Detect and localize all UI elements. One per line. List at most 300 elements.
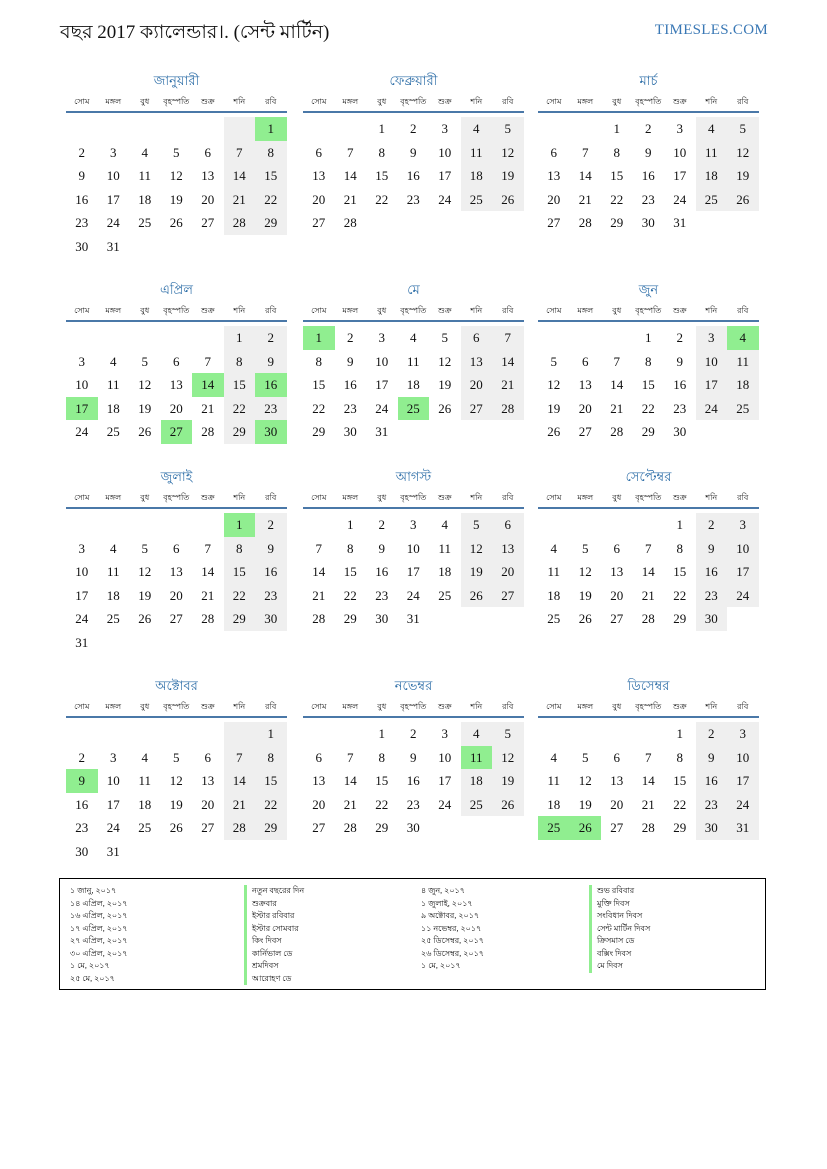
weekday-label: রবি <box>737 702 749 711</box>
day-cell: 25 <box>106 611 120 626</box>
day-cell: 12 <box>469 540 483 556</box>
day-cell: 27 <box>610 611 624 626</box>
day-cell: 3 <box>676 121 683 136</box>
weekday-label: শনি <box>705 97 718 106</box>
day-cell: 10 <box>736 540 750 556</box>
site-link[interactable]: TIMESLES.COM <box>654 22 768 38</box>
holiday-day-cell: 30 <box>255 420 287 444</box>
holiday-date: ২৫ মে, ২০১৭ <box>70 973 115 983</box>
day-cell: 8 <box>267 749 274 765</box>
day-cell: 12 <box>501 749 515 765</box>
day-cell: 11 <box>406 353 420 369</box>
day-cell: 4 <box>410 330 417 345</box>
day-cell: 2 <box>410 121 417 136</box>
day-cell: 12 <box>169 168 183 183</box>
holiday-list <box>59 878 766 990</box>
day-cell: 3 <box>410 517 417 532</box>
day-cell: 23 <box>75 820 89 835</box>
day-cell: 6 <box>315 144 322 160</box>
weekday-label: বুধ <box>140 306 150 315</box>
day-cell: 4 <box>441 517 448 532</box>
day-cell: 16 <box>673 377 687 392</box>
day-cell: 11 <box>547 564 561 579</box>
day-cell: 10 <box>673 144 687 160</box>
day-cell: 2 <box>410 726 417 741</box>
month-10 <box>66 677 287 867</box>
day-cell: 19 <box>501 168 515 183</box>
day-cell: 18 <box>138 191 152 207</box>
day-cell: 26 <box>138 424 152 439</box>
day-cell: 10 <box>75 564 89 579</box>
day-cell: 6 <box>613 540 620 556</box>
month-name: জানুয়ারী <box>153 73 200 88</box>
day-cell: 20 <box>610 796 624 812</box>
day-cell: 11 <box>736 353 750 369</box>
day-cell: 25 <box>138 215 152 230</box>
weekday-label: শনি <box>233 306 246 315</box>
weekday-label: সোম <box>74 702 90 711</box>
weekday-header <box>66 700 287 718</box>
weekday-label: রবি <box>265 97 277 106</box>
day-cell: 15 <box>312 377 326 392</box>
weekday-label: বুধ <box>140 493 150 502</box>
day-cell: 20 <box>201 796 215 812</box>
day-cell: 9 <box>347 353 354 369</box>
weekday-label: রবি <box>265 306 277 315</box>
day-cell: 13 <box>610 564 624 579</box>
holiday-name: শ্রমদিবস <box>244 960 304 973</box>
day-cell: 22 <box>343 587 357 603</box>
weekday-label: বুধ <box>612 493 622 502</box>
day-cell: 22 <box>375 796 389 812</box>
day-cell: 14 <box>610 377 624 392</box>
day-cell: 27 <box>469 400 483 416</box>
day-cell: 13 <box>547 168 561 183</box>
day-cell: 19 <box>169 191 183 207</box>
day-cell: 18 <box>106 587 120 603</box>
day-cell: 25 <box>438 587 452 603</box>
day-cell: 21 <box>641 796 655 812</box>
weekday-label: বুধ <box>377 97 387 106</box>
day-cell: 27 <box>547 215 561 230</box>
holiday-dates-column-2 <box>421 885 484 973</box>
day-cell: 1 <box>236 330 243 345</box>
day-cell: 16 <box>264 564 278 579</box>
day-cell: 6 <box>173 540 180 556</box>
day-cell: 26 <box>169 820 183 835</box>
day-cell: 25 <box>547 611 561 626</box>
day-cell: 10 <box>106 168 120 183</box>
day-cell: 21 <box>578 191 592 207</box>
weekday-label: বুধ <box>377 306 387 315</box>
weekday-label: রবি <box>737 306 749 315</box>
day-cell: 9 <box>676 353 683 369</box>
day-cell: 15 <box>232 564 246 579</box>
day-cell: 25 <box>138 820 152 835</box>
day-cell: 1 <box>645 330 652 345</box>
day-cell: 17 <box>406 564 420 579</box>
day-cell: 2 <box>676 330 683 345</box>
day-cell: 24 <box>375 400 389 416</box>
month-name: জুলাই <box>160 469 193 484</box>
day-cell: 7 <box>504 330 511 345</box>
weekday-label: মঙ্গল <box>342 493 359 502</box>
day-cell: 7 <box>645 749 652 765</box>
day-cell: 1 <box>676 726 683 741</box>
day-cell: 5 <box>473 517 480 532</box>
day-cell: 9 <box>410 144 417 160</box>
weekday-label: মঙ্গল <box>577 702 594 711</box>
day-cell: 23 <box>673 400 687 416</box>
weekday-header <box>538 491 759 509</box>
day-cell: 17 <box>438 773 452 788</box>
day-cell: 20 <box>312 796 326 812</box>
day-cell: 15 <box>673 564 687 579</box>
holiday-date: ১ জানু, ২০১৭ <box>70 886 117 895</box>
day-cell: 16 <box>406 773 420 788</box>
day-cell: 22 <box>610 191 624 207</box>
weekday-label: বৃহস্পতি <box>163 306 190 315</box>
day-cell: 17 <box>673 168 687 183</box>
weekday-label: রবি <box>502 97 514 106</box>
day-cell: 31 <box>673 215 687 230</box>
holiday-name: বক্সিং দিবস <box>589 948 650 961</box>
holiday-date: ১ জুলাই, ২০১৭ <box>421 898 473 908</box>
day-cell: 11 <box>438 540 452 556</box>
day-cell: 19 <box>501 773 515 788</box>
day-cell: 7 <box>582 144 589 160</box>
day-cell: 31 <box>106 843 120 859</box>
day-cell: 9 <box>78 168 85 183</box>
weekday-label: বৃহস্পতি <box>400 493 427 502</box>
day-cell: 10 <box>75 377 89 392</box>
month-name: মার্চ <box>639 73 658 88</box>
weekday-label: মঙ্গল <box>577 306 594 315</box>
day-cell: 24 <box>438 191 452 207</box>
day-cell: 15 <box>264 168 278 183</box>
day-cell: 18 <box>469 168 483 183</box>
day-cell: 7 <box>204 540 211 556</box>
weekday-label: রবি <box>737 493 749 502</box>
day-cell: 4 <box>110 540 117 556</box>
month-7 <box>66 468 287 658</box>
weekday-label: শুক্র <box>437 493 452 502</box>
weekday-header <box>303 304 524 322</box>
day-cell: 17 <box>736 564 750 579</box>
holiday-name: ইস্টার রবিবার <box>244 910 304 923</box>
weekday-header <box>66 491 287 509</box>
day-cell: 28 <box>610 424 624 439</box>
day-cell: 15 <box>232 377 246 392</box>
day-cell: 28 <box>343 215 357 230</box>
weekday-label: সোম <box>546 702 562 711</box>
weekday-label: রবি <box>737 97 749 106</box>
day-cell: 18 <box>736 377 750 392</box>
day-cell: 18 <box>547 796 561 812</box>
weekday-label: বুধ <box>377 493 387 502</box>
holiday-day-cell: 26 <box>570 816 602 840</box>
day-cell: 10 <box>438 144 452 160</box>
day-cell: 12 <box>138 377 152 392</box>
weekday-label: মঙ্গল <box>342 306 359 315</box>
day-cell: 28 <box>641 820 655 835</box>
day-cell: 7 <box>613 353 620 369</box>
day-cell: 7 <box>204 353 211 369</box>
day-cell: 6 <box>473 330 480 345</box>
day-cell: 10 <box>106 773 120 788</box>
holiday-date: ৩০ এপ্রিল, ২০১৭ <box>70 948 128 958</box>
day-cell: 22 <box>232 400 246 416</box>
day-cell: 9 <box>410 749 417 765</box>
day-cell: 15 <box>375 168 389 183</box>
day-cell: 19 <box>138 587 152 603</box>
day-cell: 24 <box>704 400 718 416</box>
day-cell: 4 <box>708 121 715 136</box>
holiday-day-cell: 25 <box>398 397 430 421</box>
day-cell: 24 <box>106 820 120 835</box>
day-cell: 23 <box>264 400 278 416</box>
holiday-date: ৪ জুন, ২০১৭ <box>421 886 465 895</box>
day-cell: 10 <box>704 353 718 369</box>
day-cell: 3 <box>378 330 385 345</box>
weekday-label: মঙ্গল <box>577 97 594 106</box>
day-cell: 2 <box>347 330 354 345</box>
day-cell: 28 <box>578 215 592 230</box>
month-name: এপ্রিল <box>160 282 193 297</box>
day-cell: 15 <box>673 773 687 788</box>
weekday-label: শুক্র <box>437 306 452 315</box>
holiday-day-cell: 1 <box>303 326 335 350</box>
weekday-label: বুধ <box>140 97 150 106</box>
day-cell: 3 <box>110 749 117 765</box>
weekday-label: শনি <box>705 306 718 315</box>
day-cell: 10 <box>375 353 389 369</box>
month-name: মে <box>407 282 420 297</box>
weekday-label: বৃহস্পতি <box>400 306 427 315</box>
day-cell: 18 <box>138 796 152 812</box>
day-cell: 22 <box>264 191 278 207</box>
day-cell: 17 <box>75 587 89 603</box>
day-cell: 26 <box>578 611 592 626</box>
weekday-label: সোম <box>546 97 562 106</box>
weekday-label: সোম <box>311 493 327 502</box>
holiday-name: মে দিবস <box>589 960 650 973</box>
day-cell: 27 <box>578 424 592 439</box>
weekday-label: বৃহস্পতি <box>635 97 662 106</box>
day-cell: 26 <box>438 400 452 416</box>
day-cell: 13 <box>201 168 215 183</box>
day-cell: 1 <box>378 726 385 741</box>
day-cell: 4 <box>141 144 148 160</box>
day-cell: 8 <box>378 749 385 765</box>
holiday-date: ২৬ ডিসেম্বর, ২০১৭ <box>421 948 484 958</box>
day-cell: 20 <box>578 400 592 416</box>
holiday-name: মুক্তি দিবস <box>589 898 650 911</box>
day-cell: 5 <box>141 353 148 369</box>
day-cell: 11 <box>106 564 120 579</box>
day-cell: 20 <box>169 587 183 603</box>
month-11 <box>303 677 524 867</box>
day-cell: 26 <box>501 191 515 207</box>
weekday-label: শুক্র <box>200 493 215 502</box>
day-cell: 7 <box>315 540 322 556</box>
day-cell: 10 <box>736 749 750 765</box>
day-cell: 29 <box>673 611 687 626</box>
day-cell: 30 <box>375 611 389 626</box>
weekday-label: বুধ <box>377 702 387 711</box>
day-cell: 26 <box>138 611 152 626</box>
weekday-label: রবি <box>502 493 514 502</box>
day-cell: 6 <box>204 144 211 160</box>
holiday-day-cell: 4 <box>727 326 759 350</box>
day-cell: 7 <box>236 749 243 765</box>
day-cell: 24 <box>75 424 89 439</box>
day-cell: 19 <box>578 796 592 812</box>
weekday-header <box>538 304 759 322</box>
day-cell: 8 <box>315 353 322 369</box>
weekday-header <box>66 95 287 113</box>
weekday-label: বৃহস্পতি <box>635 306 662 315</box>
day-cell: 29 <box>312 424 326 439</box>
day-cell: 6 <box>582 353 589 369</box>
holiday-date: ১১ নভেম্বর, ২০১৭ <box>421 923 482 933</box>
weekday-label: সোম <box>546 306 562 315</box>
weekday-label: বুধ <box>140 702 150 711</box>
day-cell: 30 <box>343 424 357 439</box>
day-cell: 23 <box>406 796 420 812</box>
day-cell: 13 <box>312 773 326 788</box>
day-cell: 14 <box>641 773 655 788</box>
holiday-day-cell: 17 <box>66 397 98 421</box>
day-cell: 11 <box>106 377 120 392</box>
day-cell: 18 <box>704 168 718 183</box>
day-cell: 27 <box>312 215 326 230</box>
day-cell: 11 <box>138 168 152 183</box>
day-cell: 13 <box>169 564 183 579</box>
weekday-label: শুক্র <box>672 97 687 106</box>
day-cell: 2 <box>267 330 274 345</box>
holiday-date: ১৭ এপ্রিল, ২০১৭ <box>70 923 128 933</box>
day-cell: 28 <box>232 215 246 230</box>
day-cell: 8 <box>645 353 652 369</box>
holiday-name: ইস্টার সোমবার <box>244 923 304 936</box>
day-cell: 15 <box>264 773 278 788</box>
day-cell: 27 <box>312 820 326 835</box>
day-cell: 9 <box>267 540 274 556</box>
holiday-day-cell: 25 <box>538 816 570 840</box>
day-cell: 7 <box>347 749 354 765</box>
month-5 <box>303 281 524 471</box>
day-cell: 21 <box>610 400 624 416</box>
day-cell: 12 <box>578 773 592 788</box>
weekday-label: শনি <box>233 493 246 502</box>
day-cell: 17 <box>375 377 389 392</box>
day-cell: 23 <box>704 587 718 603</box>
day-cell: 22 <box>641 400 655 416</box>
day-cell: 13 <box>610 773 624 788</box>
weekday-label: শুক্র <box>437 702 452 711</box>
day-cell: 4 <box>110 353 117 369</box>
weekday-label: শনি <box>233 702 246 711</box>
day-cell: 6 <box>504 517 511 532</box>
day-cell: 21 <box>201 400 215 416</box>
holiday-name: আরোহণ ডে <box>244 973 304 986</box>
weekday-label: শুক্র <box>672 702 687 711</box>
day-cell: 8 <box>347 540 354 556</box>
day-cell: 8 <box>267 144 274 160</box>
day-cell: 13 <box>501 540 515 556</box>
day-cell: 16 <box>75 191 89 207</box>
month-6 <box>538 281 759 471</box>
day-cell: 9 <box>378 540 385 556</box>
day-cell: 5 <box>141 540 148 556</box>
day-cell: 26 <box>501 796 515 812</box>
holiday-name: সংবিধান দিবস <box>589 910 650 923</box>
holiday-names-column-2 <box>589 885 650 973</box>
day-cell: 29 <box>264 820 278 835</box>
day-cell: 18 <box>106 400 120 416</box>
day-cell: 10 <box>438 749 452 765</box>
weekday-label: সোম <box>311 306 327 315</box>
day-cell: 26 <box>547 424 561 439</box>
day-cell: 8 <box>236 540 243 556</box>
day-cell: 29 <box>610 215 624 230</box>
day-cell: 23 <box>641 191 655 207</box>
weekday-label: শনি <box>705 493 718 502</box>
day-cell: 31 <box>75 634 89 650</box>
day-cell: 9 <box>708 749 715 765</box>
day-cell: 16 <box>704 564 718 579</box>
day-cell: 20 <box>312 191 326 207</box>
month-name: ডিসেম্বর <box>627 678 670 693</box>
day-cell: 19 <box>469 564 483 579</box>
day-cell: 12 <box>736 144 750 160</box>
weekday-label: মঙ্গল <box>105 702 122 711</box>
weekday-label: বৃহস্পতি <box>635 493 662 502</box>
day-cell: 18 <box>547 587 561 603</box>
weekday-label: মঙ্গল <box>342 97 359 106</box>
day-cell: 20 <box>469 377 483 392</box>
day-cell: 8 <box>236 353 243 369</box>
day-cell: 24 <box>75 611 89 626</box>
day-cell: 3 <box>78 353 85 369</box>
day-cell: 11 <box>547 773 561 788</box>
day-cell: 27 <box>201 820 215 835</box>
day-cell: 5 <box>582 540 589 556</box>
holiday-date: ১ মে, ২০১৭ <box>421 961 461 970</box>
month-8 <box>303 468 524 658</box>
weekday-label: মঙ্গল <box>105 97 122 106</box>
day-cell: 8 <box>613 144 620 160</box>
day-cell: 29 <box>375 820 389 835</box>
day-cell: 29 <box>343 611 357 626</box>
day-cell: 30 <box>406 820 420 835</box>
day-cell: 2 <box>708 517 715 532</box>
day-cell: 4 <box>473 121 480 136</box>
holiday-name: কার্নিভাল ডে <box>244 948 304 961</box>
day-cell: 24 <box>736 796 750 812</box>
day-cell: 4 <box>141 749 148 765</box>
day-cell: 20 <box>610 587 624 603</box>
holiday-names-column-1 <box>244 885 304 985</box>
weekday-label: সোম <box>546 493 562 502</box>
weekday-label: মঙ্গল <box>105 306 122 315</box>
day-cell: 13 <box>578 377 592 392</box>
day-cell: 14 <box>312 564 326 579</box>
weekend-shade <box>224 722 256 746</box>
day-cell: 7 <box>645 540 652 556</box>
day-cell: 19 <box>578 587 592 603</box>
